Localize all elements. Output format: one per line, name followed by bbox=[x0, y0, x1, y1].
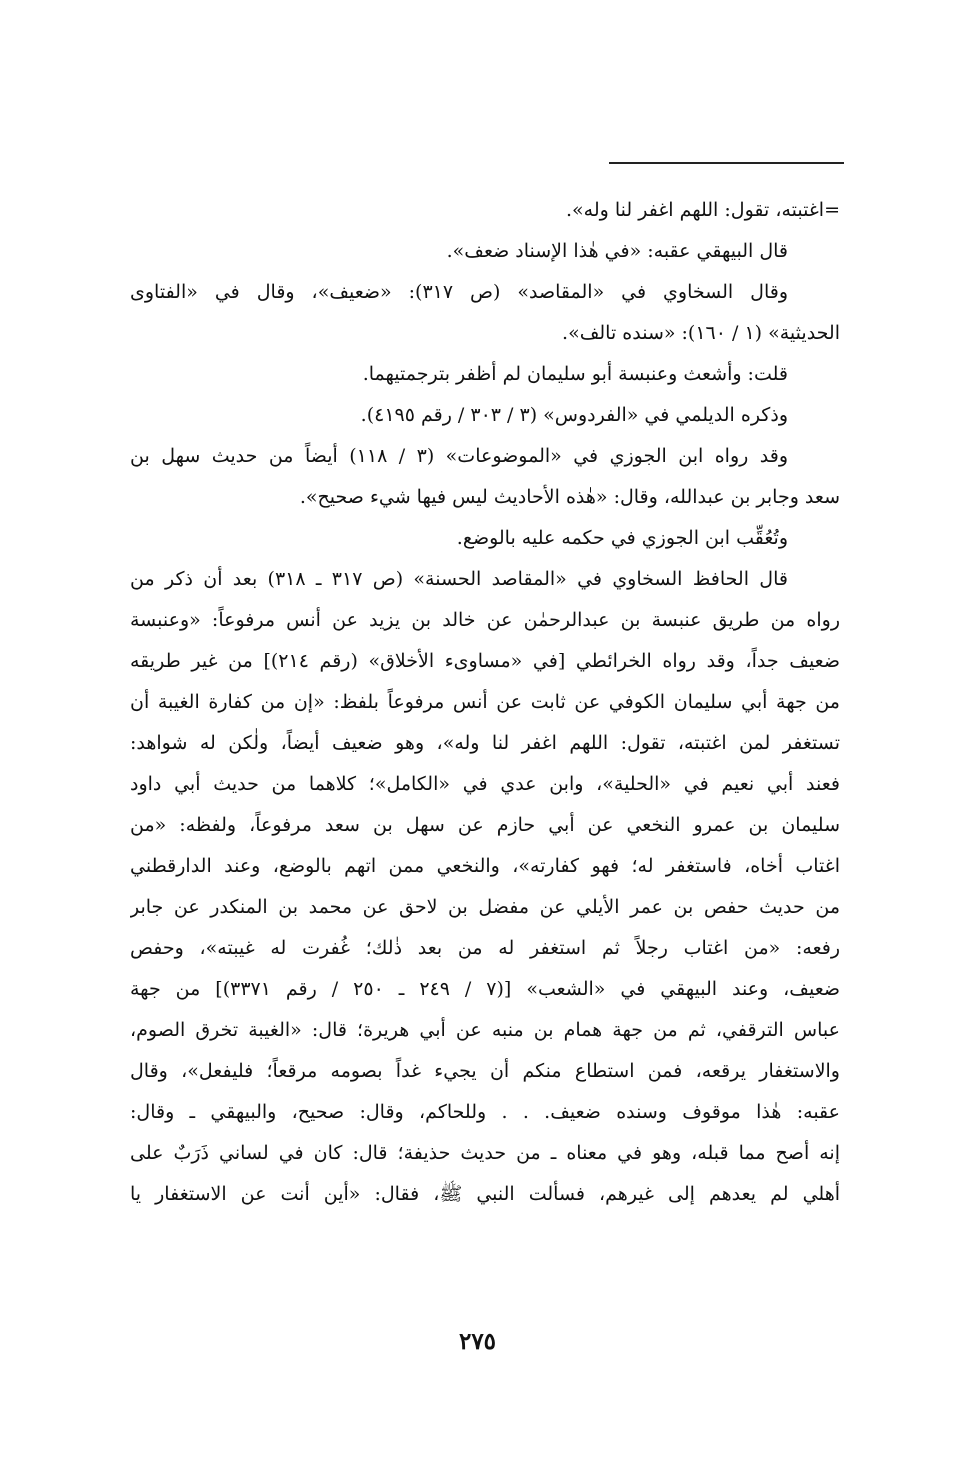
text-line: وقال السخاوي في «المقاصد» (ص ٣١٧): «ضعيف»، وقال في «الفتاوى bbox=[130, 281, 789, 303]
text-line: وتُعُقِّب ابن الجوزي في حكمه عليه بالوضع. bbox=[456, 527, 788, 549]
text-line: سعد وجابر بن عبدالله، وقال: «هٰذه الأحاديث ليس فيها شيء صحيح». bbox=[299, 486, 840, 508]
text-line: ضعيف، وعند البيهقي في «الشعب» [(٧ / ٢٤٩ ـ ٢٥٠ / رقم ٣٣٧١)] من جهة bbox=[130, 978, 840, 1000]
text-line: رواه من طريق عنبسة بن عبدالرحمٰن عن خالد بن يزيد عن أنس مرفوعاً: «وعنبسة bbox=[130, 609, 840, 631]
text-line: أهلي لم يعدهم إلى غيرهم، فسألت النبي ﷺ، فقال: «أين أنت عن الاستغفار يا bbox=[130, 1183, 840, 1205]
text-line: عباس الترقفي، ثم من جهة همام بن منبه عن أبي هريرة؛ قال: «الغيبة تخرق الصوم، bbox=[130, 1019, 840, 1041]
text-line: رفعه: «من اغتاب رجلاً ثم استغفر له من بعد ذٰلك؛ غُفرت له غيبته»، وحفص bbox=[130, 937, 840, 959]
text-line: قلت: وأشعث وعنبسة أبو سليمان لم أظفر بترجمتيهما. bbox=[362, 363, 788, 385]
text-line: اغتاب أخاه، فاستغفر له؛ فهو كفارته»، والنخعي ممن اتهم بالوضع، وعند الدارقطني bbox=[130, 855, 840, 877]
text-line: عقبه: هٰذا موقوف وسنده ضعيف. . . وللحاكم، وقال: صحيح، والبيهقي ـ وقال: bbox=[130, 1101, 840, 1123]
text-line: سليمان بن عمرو النخعي عن أبي حازم عن سهل بن سعد مرفوعاً، ولفظه: «من bbox=[130, 814, 840, 836]
text-line: قال البيهقي عقبه: «في هٰذا الإسناد ضعف». bbox=[446, 240, 788, 262]
text-line: وقد رواه ابن الجوزي في «الموضوعات» (٣ / ١١٨) أيضاً من حديث سهل بن bbox=[130, 445, 788, 467]
text-line: ضعيف جداً، وقد رواه الخرائطي [في «مساوىء الأخلاق» (رقم ٢١٤)] من غير طريقه bbox=[130, 650, 840, 672]
text-line: من جهة أبي سليمان الكوفي عن ثابت عن أنس مرفوعاً بلفظ: «إن من كفارة الغيبة أن bbox=[130, 691, 840, 713]
text-line: إنه أصح مما قبله، وهو في معناه ـ من حديث حذيفة؛ قال: كان في لساني ذَرَبٌ على bbox=[130, 1142, 840, 1164]
footnote-text-block bbox=[130, 190, 840, 1215]
page-number: ٢٧٥ bbox=[458, 1328, 497, 1355]
text-line: من حديث حفص بن عمر الأيلي عن مفضل بن لاحق عن محمد بن المنكدر عن جابر bbox=[130, 896, 840, 918]
text-line: والاستغفار يرقعه، فمن استطاع منكم أن يجيء غداً بصومه مرقعاً؛ فليفعل»، وقال bbox=[130, 1060, 840, 1082]
text-line: تستغفر لمن اغتبته، تقول: اللهم اغفر لنا وله»، وهو ضعيف أيضاً، ولٰكن له شواهد: bbox=[130, 732, 840, 754]
text-line: الحديثية» (١ / ١٦٠): «سنده تالف». bbox=[562, 322, 840, 344]
text-line: وذكره الديلمي في «الفردوس» (٣ / ٣٠٣ / رقم ٤١٩٥). bbox=[360, 404, 788, 426]
footnote-separator-rule bbox=[609, 162, 844, 164]
text-line: فعند أبي نعيم في «الحلية»، وابن عدي في «الكامل»؛ كلاهما من حديث أبي داود bbox=[130, 773, 840, 795]
text-line: =اغتبته، تقول: اللهم اغفر لنا وله». bbox=[566, 199, 840, 221]
text-line: قال الحافظ السخاوي في «المقاصد الحسنة» (ص ٣١٧ ـ ٣١٨) بعد أن ذكر من bbox=[130, 568, 788, 590]
